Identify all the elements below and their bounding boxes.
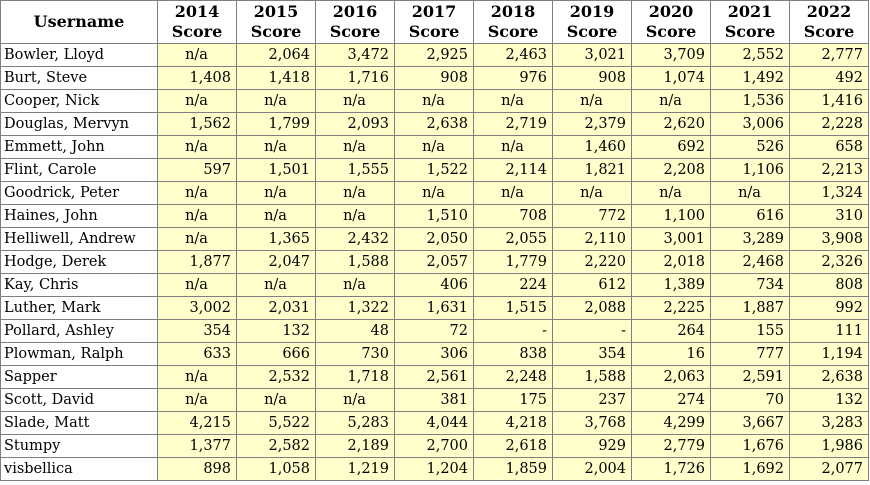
score-cell: 1,799 [237, 113, 316, 136]
score-cell: 976 [474, 67, 553, 90]
score-cell: 2,552 [711, 44, 790, 67]
column-header-year: 2014 [174, 2, 220, 21]
score-cell: 2,225 [632, 297, 711, 320]
score-cell: n/a [158, 90, 237, 113]
username-cell: Cooper, Nick [1, 90, 158, 113]
username-cell: Flint, Carole [1, 159, 158, 182]
score-cell: 4,299 [632, 412, 711, 435]
score-cell: n/a [316, 136, 395, 159]
score-cell: n/a [237, 274, 316, 297]
username-cell: Hodge, Derek [1, 251, 158, 274]
score-cell: n/a [711, 182, 790, 205]
table-row [1, 228, 869, 251]
table-row [1, 136, 869, 159]
score-cell: n/a [316, 90, 395, 113]
username-cell: Slade, Matt [1, 412, 158, 435]
score-cell: 2,208 [632, 159, 711, 182]
score-cell: 5,522 [237, 412, 316, 435]
column-header-score-label: Score [724, 22, 776, 41]
score-cell: 2,228 [790, 113, 869, 136]
score-cell: 4,218 [474, 412, 553, 435]
score-cell: n/a [316, 389, 395, 412]
score-cell: 2,064 [237, 44, 316, 67]
score-cell: n/a [474, 90, 553, 113]
score-cell: 2,077 [790, 458, 869, 481]
score-cell: 1,536 [711, 90, 790, 113]
score-cell: n/a [158, 389, 237, 412]
username-cell: Goodrick, Peter [1, 182, 158, 205]
score-cell: n/a [237, 205, 316, 228]
score-cell: 1,631 [395, 297, 474, 320]
score-cell: 2,031 [237, 297, 316, 320]
score-cell: n/a [158, 136, 237, 159]
score-cell: 2,591 [711, 366, 790, 389]
column-header-year: 2022 [806, 2, 852, 21]
score-cell: 1,219 [316, 458, 395, 481]
score-cell: 1,726 [632, 458, 711, 481]
score-cell: 2,050 [395, 228, 474, 251]
score-cell: 406 [395, 274, 474, 297]
score-cell: 2,055 [474, 228, 553, 251]
score-cell: 175 [474, 389, 553, 412]
table-body [1, 44, 869, 481]
score-cell: 2,561 [395, 366, 474, 389]
score-cell: - [474, 320, 553, 343]
score-cell: 16 [632, 343, 711, 366]
column-header-year: 2021 [727, 2, 773, 21]
score-cell: 2,779 [632, 435, 711, 458]
score-cell: 1,322 [316, 297, 395, 320]
score-cell: 1,100 [632, 205, 711, 228]
score-cell: n/a [553, 182, 632, 205]
score-cell: 526 [711, 136, 790, 159]
score-cell: 730 [316, 343, 395, 366]
score-cell: 2,379 [553, 113, 632, 136]
column-header-2021 [711, 1, 790, 44]
username-cell: Douglas, Mervyn [1, 113, 158, 136]
score-cell: 992 [790, 297, 869, 320]
header-row [1, 1, 869, 44]
score-cell: 2,432 [316, 228, 395, 251]
score-cell: 708 [474, 205, 553, 228]
score-cell: 2,326 [790, 251, 869, 274]
score-cell: 908 [395, 67, 474, 90]
score-cell: n/a [158, 228, 237, 251]
score-cell: 1,779 [474, 251, 553, 274]
score-cell: 354 [553, 343, 632, 366]
username-cell: Emmett, John [1, 136, 158, 159]
score-cell: 1,058 [237, 458, 316, 481]
score-cell: 1,365 [237, 228, 316, 251]
score-cell: 492 [790, 67, 869, 90]
column-header-2014 [158, 1, 237, 44]
score-cell: n/a [395, 182, 474, 205]
score-cell: 734 [711, 274, 790, 297]
score-cell: - [553, 320, 632, 343]
score-cell: 612 [553, 274, 632, 297]
score-cell: 2,110 [553, 228, 632, 251]
score-cell: 48 [316, 320, 395, 343]
column-header-year: 2016 [332, 2, 378, 21]
score-cell: 2,248 [474, 366, 553, 389]
score-cell: 1,718 [316, 366, 395, 389]
column-header-2020 [632, 1, 711, 44]
score-cell: 1,877 [158, 251, 237, 274]
username-cell: Scott, David [1, 389, 158, 412]
score-cell: 1,074 [632, 67, 711, 90]
score-cell: n/a [158, 274, 237, 297]
score-cell: 2,047 [237, 251, 316, 274]
score-cell: n/a [632, 90, 711, 113]
column-header-year: 2015 [253, 2, 299, 21]
score-cell: 4,215 [158, 412, 237, 435]
table-row [1, 435, 869, 458]
score-cell: 2,582 [237, 435, 316, 458]
column-header-year: 2018 [490, 2, 536, 21]
table-row [1, 343, 869, 366]
score-cell: 354 [158, 320, 237, 343]
table-row [1, 274, 869, 297]
score-cell: 2,057 [395, 251, 474, 274]
score-cell: 1,515 [474, 297, 553, 320]
score-cell: 1,418 [237, 67, 316, 90]
score-cell: 1,377 [158, 435, 237, 458]
score-cell: 132 [237, 320, 316, 343]
score-cell: 3,768 [553, 412, 632, 435]
column-header-score-label: Score [171, 22, 223, 41]
score-cell: 1,676 [711, 435, 790, 458]
username-cell: Plowman, Ralph [1, 343, 158, 366]
score-cell: 616 [711, 205, 790, 228]
score-cell: 838 [474, 343, 553, 366]
score-cell: n/a [158, 182, 237, 205]
score-cell: 1,522 [395, 159, 474, 182]
username-cell: Helliwell, Andrew [1, 228, 158, 251]
score-cell: 929 [553, 435, 632, 458]
score-cell: 666 [237, 343, 316, 366]
column-header-score-label: Score [803, 22, 855, 41]
score-cell: 2,925 [395, 44, 474, 67]
score-cell: n/a [158, 366, 237, 389]
table-row [1, 412, 869, 435]
score-cell: n/a [316, 205, 395, 228]
score-cell: 2,777 [790, 44, 869, 67]
table-row [1, 182, 869, 205]
table-row [1, 251, 869, 274]
score-cell: 1,510 [395, 205, 474, 228]
table-row [1, 159, 869, 182]
score-cell: 3,472 [316, 44, 395, 67]
column-header-year: 2019 [569, 2, 615, 21]
score-cell: 3,667 [711, 412, 790, 435]
score-cell: 2,018 [632, 251, 711, 274]
score-cell: 692 [632, 136, 711, 159]
score-cell: 1,492 [711, 67, 790, 90]
column-header-year: 2020 [648, 2, 694, 21]
score-cell: 3,289 [711, 228, 790, 251]
score-cell: 898 [158, 458, 237, 481]
score-cell: 1,588 [553, 366, 632, 389]
score-cell: 1,324 [790, 182, 869, 205]
score-cell: 132 [790, 389, 869, 412]
score-cell: 1,389 [632, 274, 711, 297]
score-cell: 2,719 [474, 113, 553, 136]
username-cell: Pollard, Ashley [1, 320, 158, 343]
username-cell: Stumpy [1, 435, 158, 458]
table-row [1, 297, 869, 320]
score-cell: 5,283 [316, 412, 395, 435]
table-row [1, 205, 869, 228]
username-cell: Bowler, Lloyd [1, 44, 158, 67]
score-cell: 155 [711, 320, 790, 343]
score-cell: 264 [632, 320, 711, 343]
score-cell: n/a [316, 274, 395, 297]
score-cell: 2,463 [474, 44, 553, 67]
score-cell: 2,468 [711, 251, 790, 274]
score-cell: 3,283 [790, 412, 869, 435]
score-cell: 1,416 [790, 90, 869, 113]
table-row [1, 67, 869, 90]
column-header-2015 [237, 1, 316, 44]
score-cell: 2,088 [553, 297, 632, 320]
score-cell: 1,408 [158, 67, 237, 90]
score-cell: 1,887 [711, 297, 790, 320]
score-cell: 111 [790, 320, 869, 343]
score-cell: n/a [395, 90, 474, 113]
score-cell: 310 [790, 205, 869, 228]
score-cell: 274 [632, 389, 711, 412]
score-cell: 2,063 [632, 366, 711, 389]
column-header-score-label: Score [250, 22, 302, 41]
username-cell: visbellica [1, 458, 158, 481]
table-row [1, 458, 869, 481]
column-header-score-label: Score [408, 22, 460, 41]
column-header-2017 [395, 1, 474, 44]
column-header-score-label: Score [566, 22, 618, 41]
score-cell: n/a [158, 44, 237, 67]
score-cell: 381 [395, 389, 474, 412]
score-cell: 1,555 [316, 159, 395, 182]
score-cell: 1,501 [237, 159, 316, 182]
score-cell: 3,908 [790, 228, 869, 251]
score-cell: n/a [237, 389, 316, 412]
username-cell: Kay, Chris [1, 274, 158, 297]
score-cell: 1,562 [158, 113, 237, 136]
score-cell: 2,532 [237, 366, 316, 389]
score-cell: 808 [790, 274, 869, 297]
username-cell: Sapper [1, 366, 158, 389]
table-row [1, 366, 869, 389]
score-cell: 2,004 [553, 458, 632, 481]
score-cell: 3,709 [632, 44, 711, 67]
score-cell: 72 [395, 320, 474, 343]
score-cell: 1,106 [711, 159, 790, 182]
table-row [1, 44, 869, 67]
score-cell: 3,002 [158, 297, 237, 320]
score-cell: 2,114 [474, 159, 553, 182]
score-cell: 3,021 [553, 44, 632, 67]
column-header-score-label: Score [329, 22, 381, 41]
score-cell: 4,044 [395, 412, 474, 435]
score-cell: 658 [790, 136, 869, 159]
score-cell: 1,821 [553, 159, 632, 182]
score-cell: 2,638 [790, 366, 869, 389]
score-cell: 1,204 [395, 458, 474, 481]
score-cell: n/a [237, 90, 316, 113]
score-cell: 2,093 [316, 113, 395, 136]
username-cell: Haines, John [1, 205, 158, 228]
score-cell: n/a [237, 182, 316, 205]
score-cell: 2,213 [790, 159, 869, 182]
score-cell: n/a [158, 205, 237, 228]
score-cell: 2,618 [474, 435, 553, 458]
score-cell: 1,460 [553, 136, 632, 159]
column-header-2016 [316, 1, 395, 44]
column-header-2022 [790, 1, 869, 44]
table-row [1, 320, 869, 343]
score-cell: 597 [158, 159, 237, 182]
score-cell: 1,986 [790, 435, 869, 458]
table-row [1, 389, 869, 412]
score-cell: n/a [632, 182, 711, 205]
column-header-2018 [474, 1, 553, 44]
score-cell: 2,620 [632, 113, 711, 136]
column-header-score-label: Score [487, 22, 539, 41]
score-cell: 224 [474, 274, 553, 297]
score-cell: 3,006 [711, 113, 790, 136]
score-cell: 237 [553, 389, 632, 412]
score-cell: 2,189 [316, 435, 395, 458]
score-cell: n/a [474, 182, 553, 205]
score-cell: n/a [553, 90, 632, 113]
username-cell: Burt, Steve [1, 67, 158, 90]
username-cell: Luther, Mark [1, 297, 158, 320]
score-cell: 306 [395, 343, 474, 366]
score-cell: n/a [474, 136, 553, 159]
score-cell: 1,692 [711, 458, 790, 481]
score-cell: 3,001 [632, 228, 711, 251]
column-header-username: Username [1, 1, 158, 44]
column-header-year: 2017 [411, 2, 457, 21]
score-cell: 2,638 [395, 113, 474, 136]
score-cell: 633 [158, 343, 237, 366]
score-cell: 2,220 [553, 251, 632, 274]
score-cell: 1,716 [316, 67, 395, 90]
table-row [1, 90, 869, 113]
score-cell: n/a [316, 182, 395, 205]
score-cell: 777 [711, 343, 790, 366]
score-cell: n/a [395, 136, 474, 159]
score-cell: n/a [237, 136, 316, 159]
score-cell: 1,588 [316, 251, 395, 274]
table-row [1, 113, 869, 136]
score-cell: 908 [553, 67, 632, 90]
score-cell: 2,700 [395, 435, 474, 458]
score-cell: 70 [711, 389, 790, 412]
column-header-2019 [553, 1, 632, 44]
score-cell: 1,859 [474, 458, 553, 481]
score-cell: 1,194 [790, 343, 869, 366]
score-cell: 772 [553, 205, 632, 228]
column-header-score-label: Score [645, 22, 697, 41]
